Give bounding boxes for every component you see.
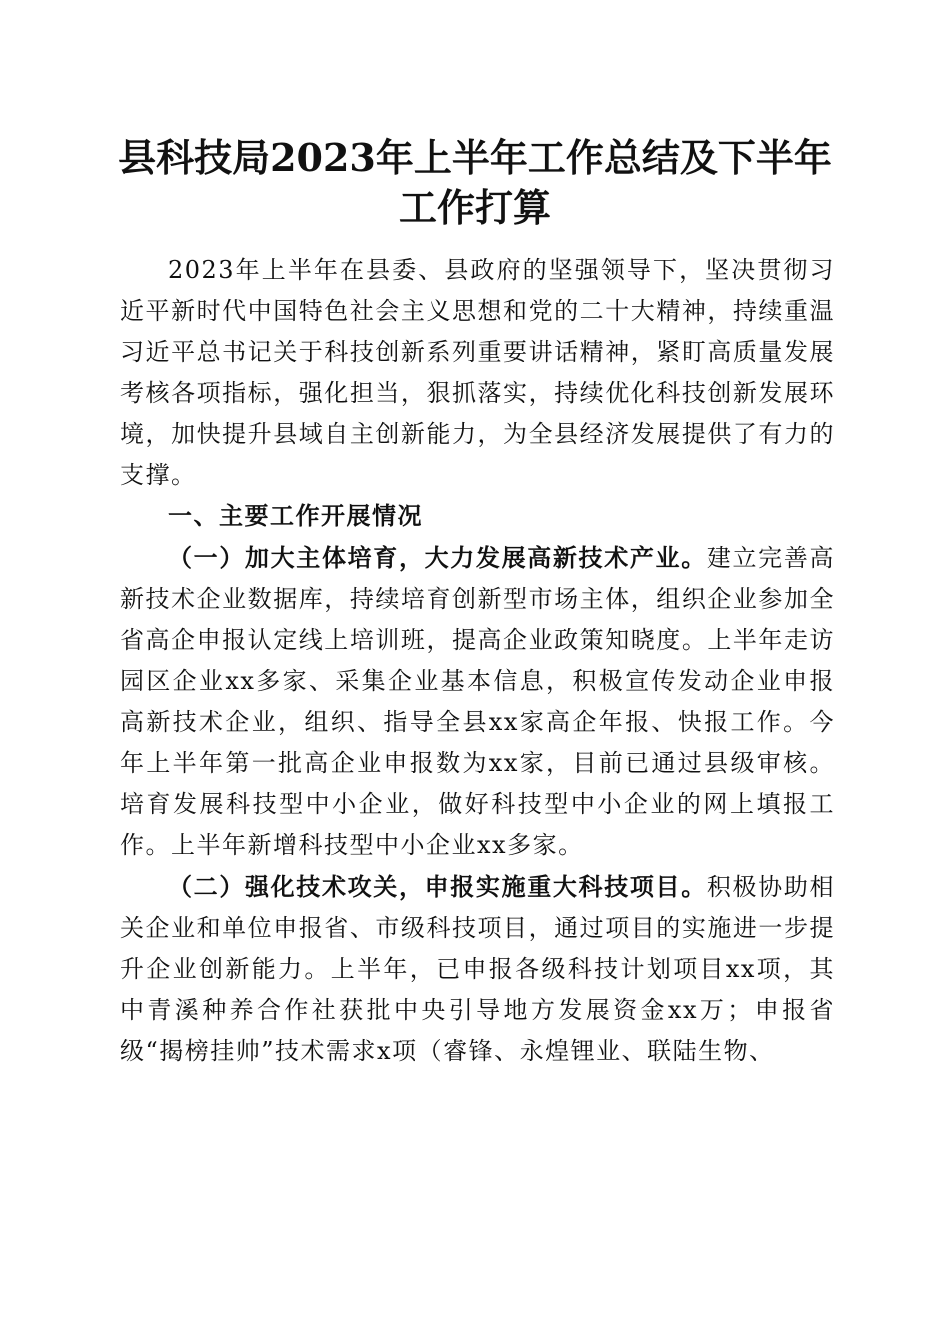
section-heading: 一、主要工作开展情况 <box>168 502 423 530</box>
document-title: 县科技局2023年上半年工作总结及下半年工作打算 <box>118 135 832 230</box>
item-2-paragraph <box>120 866 835 1072</box>
intro-paragraph: 2023年上半年在县委、县政府的坚强领导下，坚决贯彻习近平新时代中国特色社会主义思想和党的二十大精神，持续重温习近平总书记关于科技创新系列重要讲话精神，紧盯高质量发展考核各项指标，强化担当，狠抓落实，持续优化科技创新发展环境，加快提升县域自主创新能力，为全县经济发展提供了有力的支撑。 <box>120 256 835 489</box>
item-2-body: 积极协助相关企业和单位申报省、市级科技项目，通过项目的实施进一步提升企业创新能力。上半年，已申报各级科技计划项目xx项，其中青溪种养合作社获批中央引导地方发展资金xx万；申报省级“揭榜挂帅”技术需求x项（睿锋、永煌锂业、联陆生物、 <box>120 873 835 1065</box>
document-body <box>120 250 835 1072</box>
item-1-body: 建立完善高新技术企业数据库，持续培育创新型市场主体，组织企业参加全省高企申报认定线上培训班，提高企业政策知晓度。上半年走访园区企业xx多家、采集企业基本信息，积极宣传发动企业申报高新技术企业，组织、指导全县xx家高企年报、快报工作。今年上半年第一批高企业申报数为xx家，目前已通过县级审核。培育发展科技型中小企业，做好科技型中小企业的网上填报工作。上半年新增科技型中小企业xx多家。 <box>120 544 835 859</box>
item-1-paragraph <box>120 537 835 866</box>
item-1-lead: （一）加大主体培育，大力发展高新技术产业。 <box>168 543 707 572</box>
item-2-lead: （二）强化技术攻关，申报实施重大科技项目。 <box>168 872 707 901</box>
